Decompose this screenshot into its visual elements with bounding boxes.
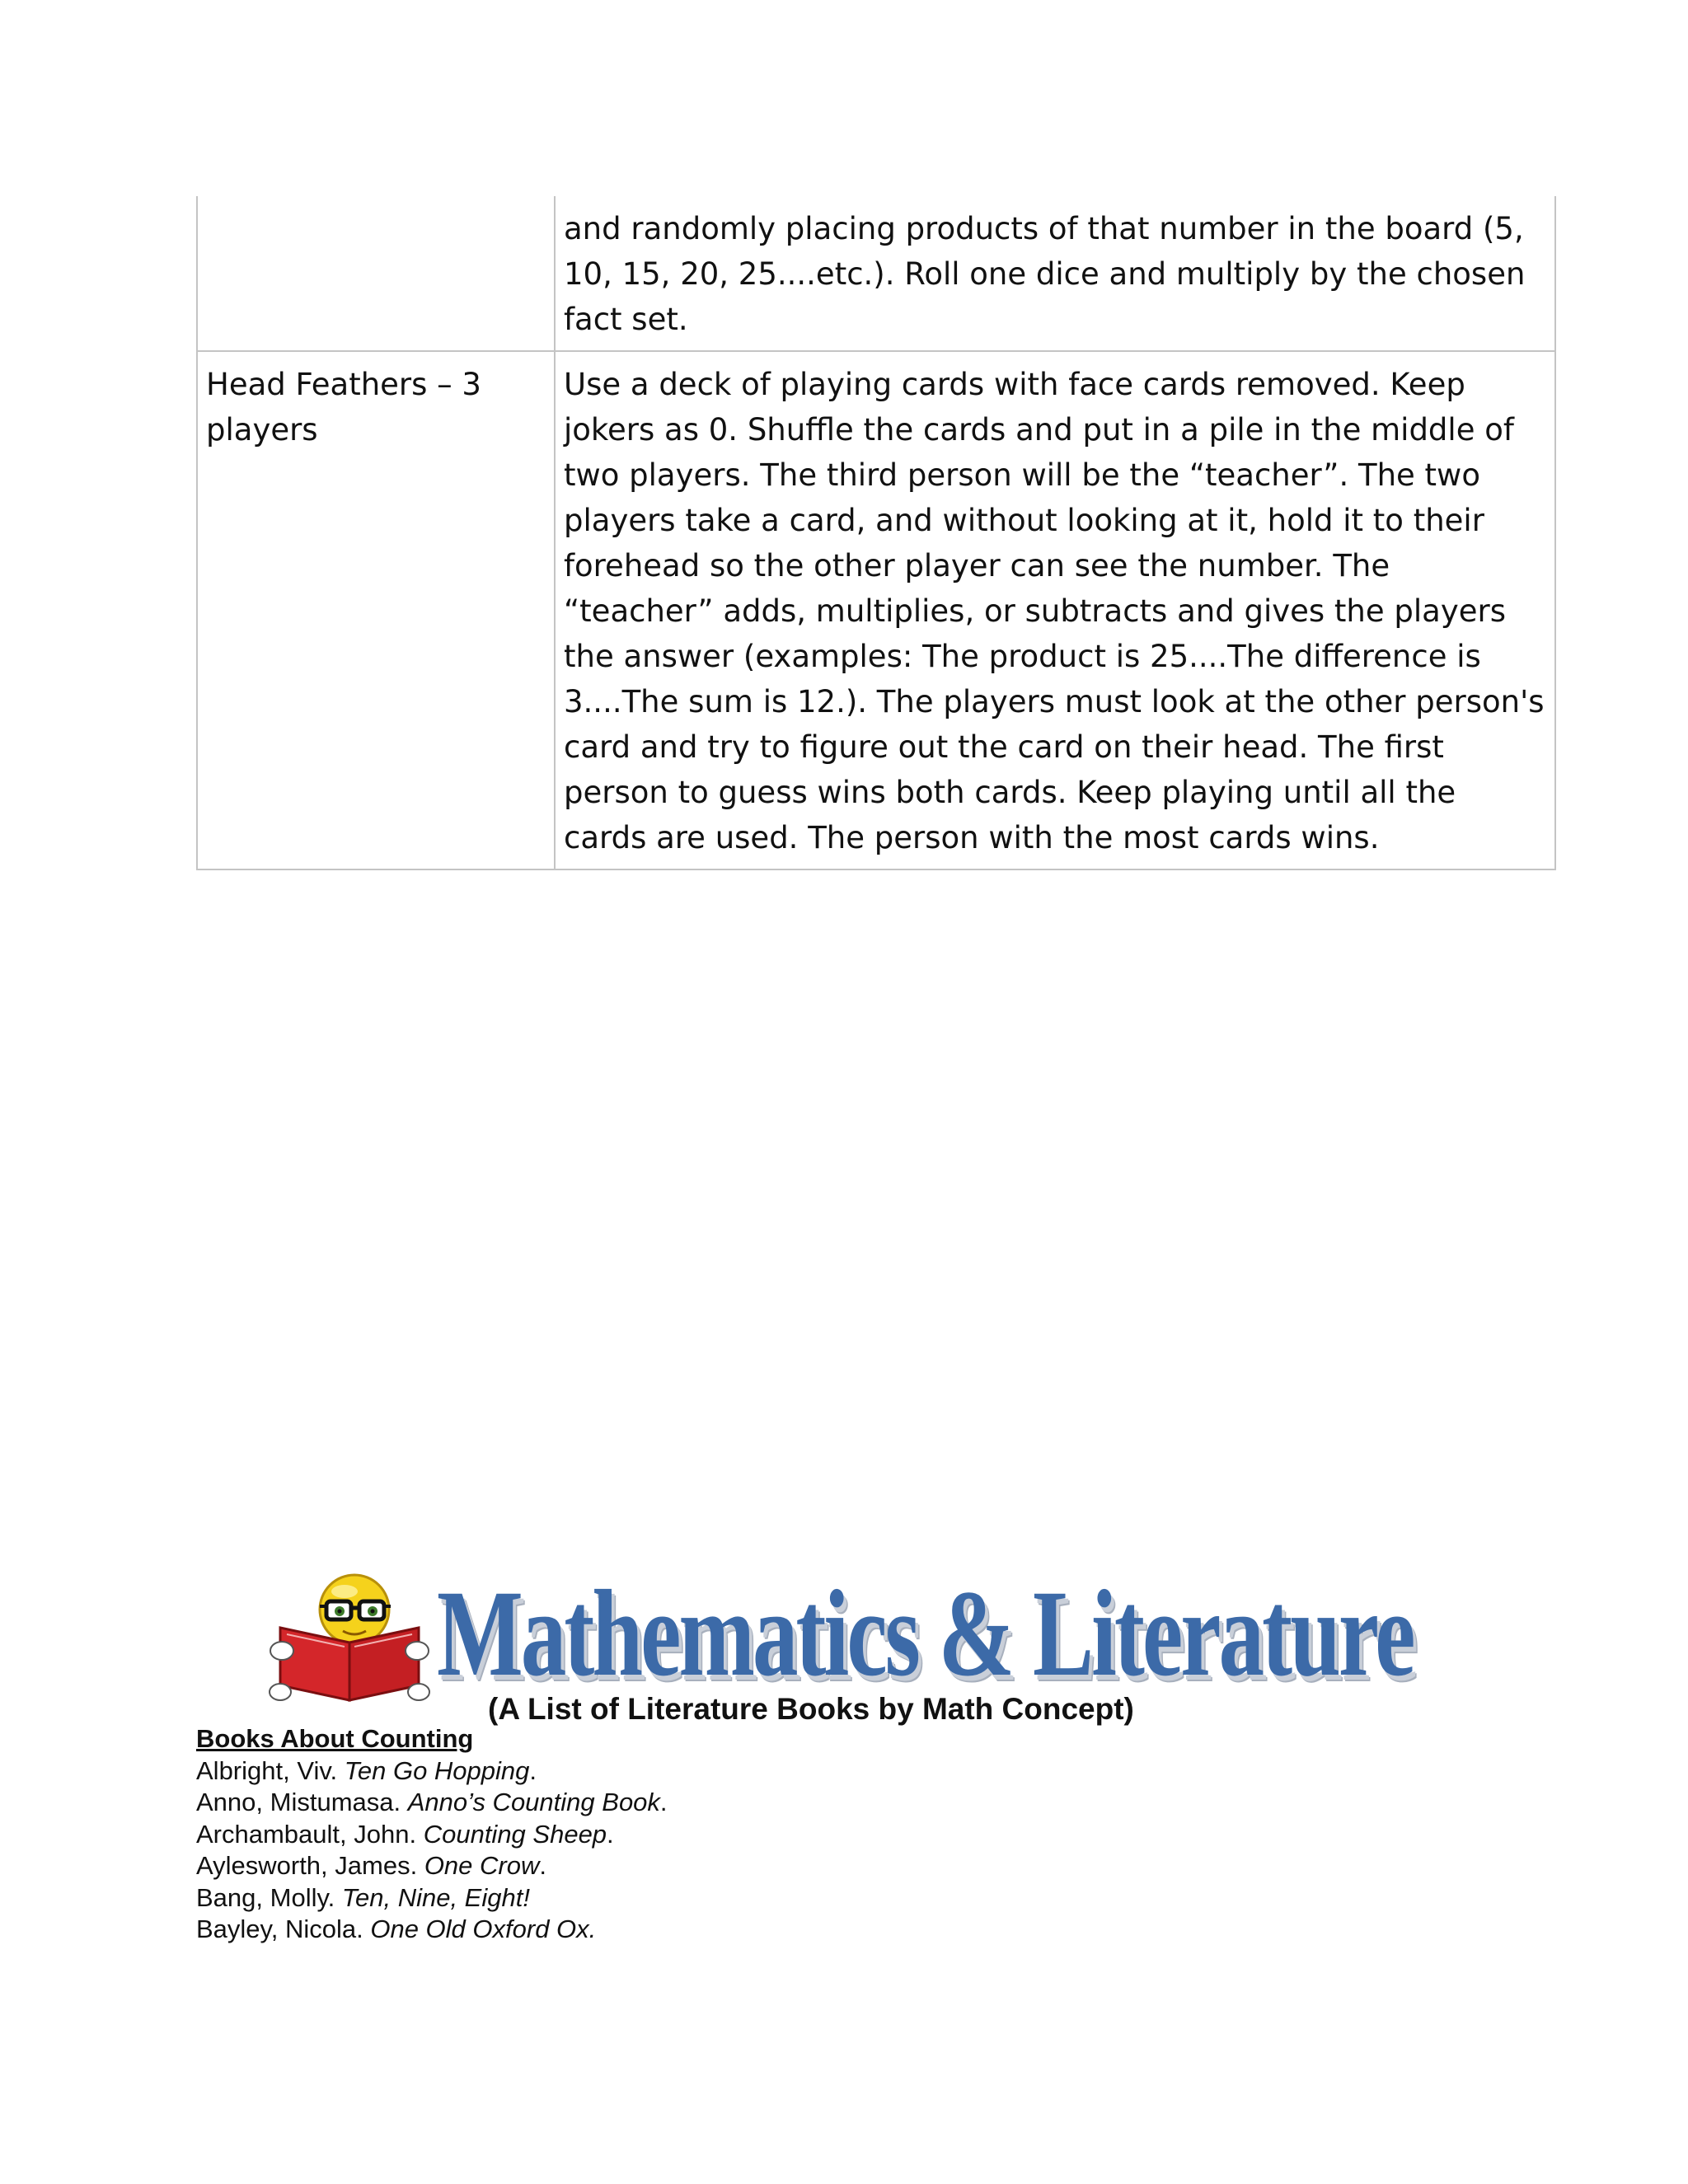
- list-item: [196, 1819, 1350, 1851]
- book-end: .: [539, 1851, 546, 1880]
- book-author: Aylesworth, James.: [196, 1851, 424, 1880]
- book-title: Anno’s Counting Book: [407, 1788, 660, 1816]
- reading-smiley-icon: [262, 1570, 435, 1702]
- book-author: Albright, Viv.: [196, 1755, 345, 1785]
- book-title: One Crow: [424, 1851, 540, 1880]
- book-end: .: [659, 1788, 668, 1816]
- book-title: Ten Go Hopping: [344, 1755, 530, 1785]
- list-item: [196, 1755, 1350, 1788]
- books-about-counting-section: [196, 1723, 1350, 1946]
- section-heading: Books About Counting: [196, 1724, 474, 1753]
- book-end: .: [607, 1819, 614, 1849]
- list-item: [196, 1850, 1350, 1882]
- book-title: One Old Oxford Ox.: [370, 1915, 597, 1943]
- list-item: [196, 1882, 1350, 1915]
- book-author: Anno, Mistumasa.: [196, 1788, 408, 1816]
- table-row: [197, 351, 1555, 869]
- banner-title: Mathematics & Literature: [437, 1565, 1414, 1702]
- banner-subtitle: (A List of Literature Books by Math Concept): [488, 1692, 1134, 1726]
- book-list: [196, 1755, 1350, 1946]
- list-item: [196, 1914, 1350, 1946]
- list-item: [196, 1787, 1350, 1819]
- game-name-cell: Head Feathers – 3 players: [197, 351, 555, 869]
- book-title: Ten, Nine, Eight!: [341, 1882, 530, 1912]
- math-literature-banner: [262, 1565, 1416, 1702]
- game-description-cell: and randomly placing products of that number in the board (5, 10, 15, 20, 25....etc.). Roll one dice and multiply by the chosen fact set.: [555, 196, 1555, 351]
- book-author: Bayley, Nicola.: [196, 1915, 371, 1943]
- table-row: [197, 196, 1555, 351]
- book-author: Bang, Molly.: [196, 1882, 342, 1912]
- games-table: [196, 196, 1556, 870]
- game-description-cell: Use a deck of playing cards with face cards removed. Keep jokers as 0. Shuffle the cards and put in a pile in the middle of two players. The third person will be the “teacher”. The two players take a card, and without looking at it, hold it to their forehead so the other player can see the number. The “teacher” adds, multiplies, or subtracts and gives the players the answer (examples: The product is 25....The difference is 3....The sum is 12.). The players must look at the other person's card and try to figure out the card on their head. The first person to guess wins both cards. Keep playing until all the cards are used. The person with the most cards wins.: [555, 351, 1555, 869]
- book-end: .: [529, 1755, 537, 1785]
- book-title: Counting Sheep: [423, 1819, 607, 1849]
- game-name-cell: [197, 196, 555, 351]
- book-author: Archambault, John.: [196, 1819, 424, 1849]
